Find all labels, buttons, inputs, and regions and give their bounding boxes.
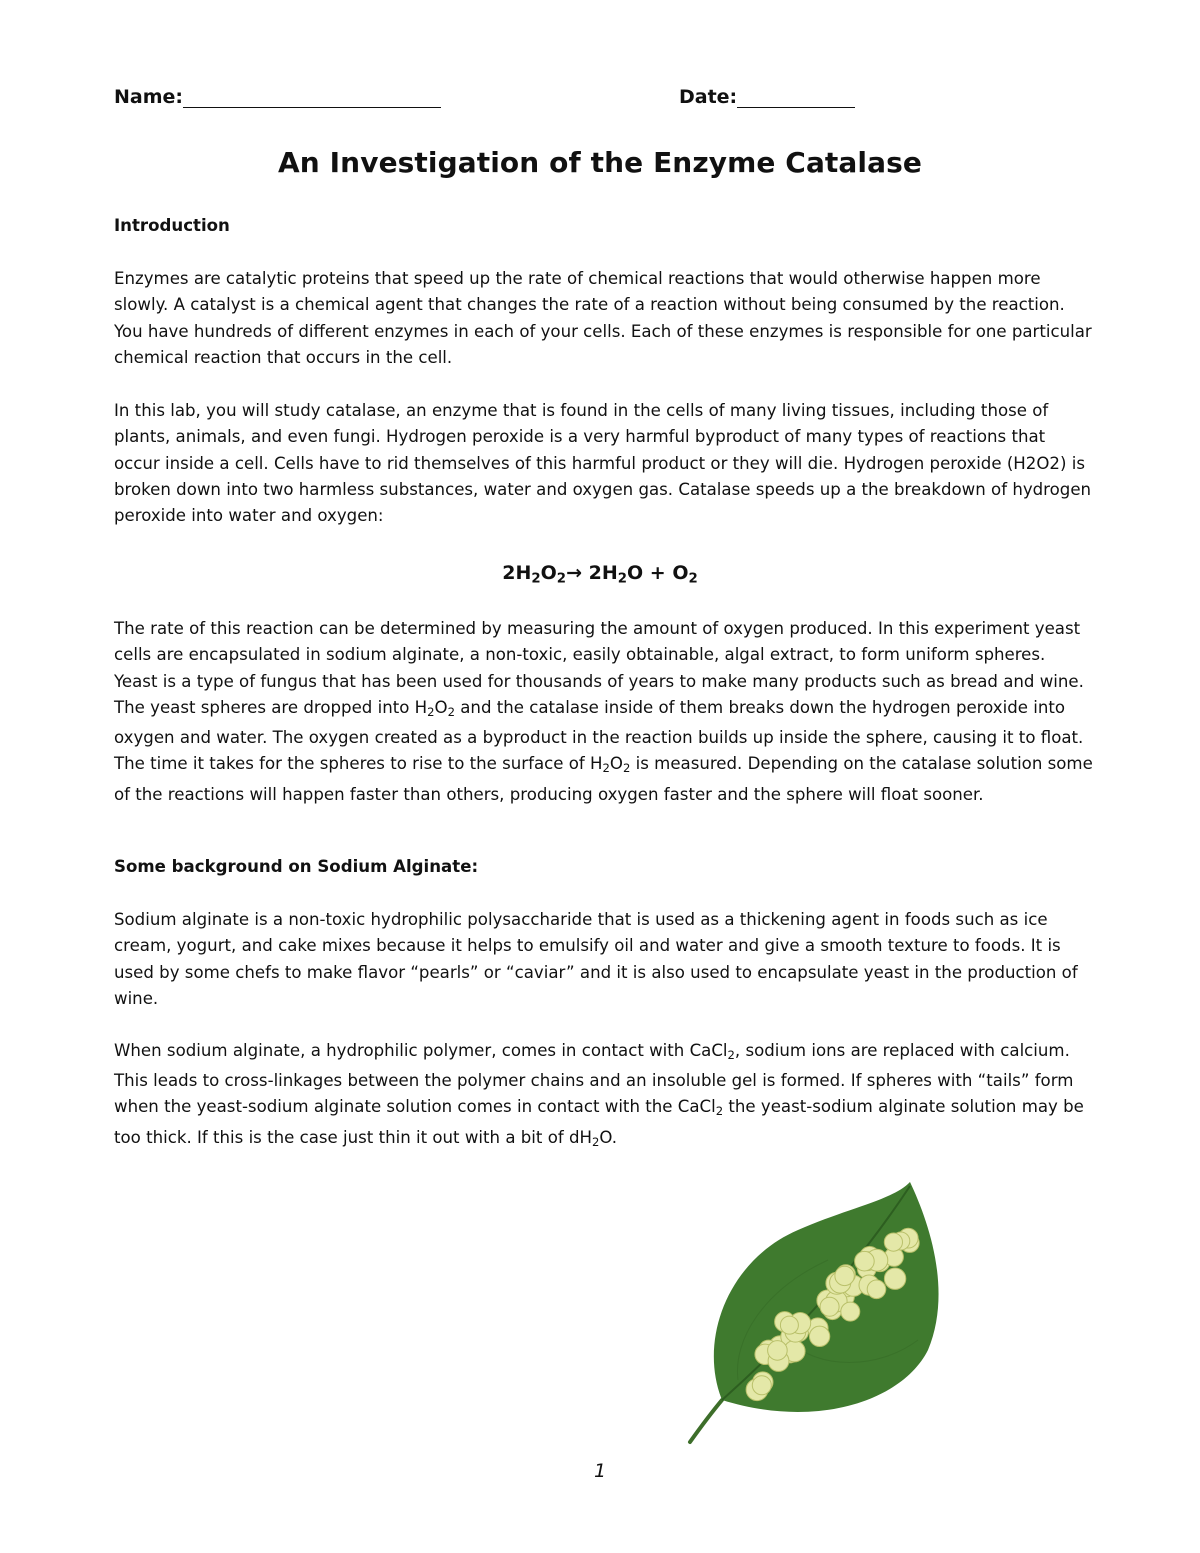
name-label: Name: bbox=[114, 86, 184, 108]
document-title: An Investigation of the Enzyme Catalase bbox=[278, 146, 922, 179]
rate-text-b: O bbox=[434, 697, 448, 717]
alginate-text-a: When sodium alginate, a hydrophilic polymer, comes in contact with CaCl bbox=[114, 1041, 728, 1060]
eq-product2-o: O bbox=[672, 562, 689, 584]
eq-plus: + bbox=[649, 562, 666, 584]
alginate-paragraph-1: Sodium alginate is a non-toxic hydrophilic polysaccharide that is used as a thickening agent in foods such as ice cream, yogurt, and cake mixes because it helps to emulsify oil and water and give a smooth texture to foods. It is used by some chefs to make flavor “pearls” or “caviar” and it is also used to encapsulate yeast in the production of wine. bbox=[114, 910, 1078, 1008]
subscript: 2 bbox=[427, 704, 435, 719]
subscript: 2 bbox=[591, 1134, 600, 1149]
subscript: 2 bbox=[447, 704, 455, 719]
eq-reactant-o: O bbox=[540, 562, 557, 584]
alginate-text-b: , sodium ions are replaced with calcium. This leads to cross-linkages between the polymer chains and an insoluble gel is formed. If spheres with “tails” form when the yeast-sodium alginate solution comes in contact with the CaCl bbox=[114, 1041, 1074, 1117]
introduction-heading: Introduction bbox=[114, 216, 230, 235]
eq-reactant-coef: 2H bbox=[502, 562, 532, 584]
subscript: 2 bbox=[622, 761, 631, 776]
eq-arrow: → bbox=[566, 562, 582, 584]
eq-product1-coef: 2H bbox=[588, 562, 618, 584]
intro-paragraph-1: Enzymes are catalytic proteins that speed up the rate of chemical reactions that would otherwise happen more slowly. A catalyst is a chemical agent that changes the rate of a reaction without being consumed by the reaction. You have hundreds of different enzymes in each of your cells. Each of these enzymes is responsible for one particular chemical reaction that occurs in the cell. bbox=[114, 269, 1092, 367]
rate-paragraph bbox=[114, 616, 1094, 808]
leaf-with-alginate-pearls-image bbox=[678, 1180, 958, 1450]
intro-paragraph-2: In this lab, you will study catalase, an enzyme that is found in the cells of many living tissues, including those of plants, animals, and even fungi. Hydrogen peroxide is a very harmful byproduct of many types of reactions that occur inside a cell. Cells have to rid themselves of this harmful product or they will die. Hydrogen peroxide (H2O2) is broken down into two harmless substances, water and oxygen gas. Catalase speeds up a the breakdown of hydrogen peroxide into water and oxygen: bbox=[114, 401, 1092, 526]
name-field[interactable] bbox=[114, 86, 441, 108]
alginate-text-d: O. bbox=[599, 1127, 618, 1147]
rate-text-e: is measured. Depending on the catalase solution some of the reactions will happen faster than others, producing oxygen faster and the sphere will float sooner. bbox=[114, 754, 1093, 804]
eq-product1-o: O bbox=[627, 562, 644, 584]
eq-sub: 2 bbox=[531, 571, 541, 587]
page-number: 1 bbox=[593, 1460, 607, 1482]
rate-text-c: and the catalase inside of them breaks down the hydrogen peroxide into oxygen and water. The oxygen created as a byproduct in the reaction builds up inside the sphere, causing it to float. The time it takes for the spheres to rise to the surface of H bbox=[114, 697, 1084, 774]
name-blank-line[interactable] bbox=[183, 87, 441, 108]
alginate-heading: Some background on Sodium Alginate: bbox=[114, 857, 479, 876]
subscript: 2 bbox=[602, 761, 610, 776]
rate-text-d: O bbox=[609, 754, 623, 774]
eq-sub: 2 bbox=[617, 571, 627, 587]
date-blank-line[interactable] bbox=[737, 87, 855, 108]
reaction-equation bbox=[0, 562, 1200, 586]
subscript: 2 bbox=[727, 1047, 735, 1062]
date-field[interactable] bbox=[679, 86, 855, 108]
eq-sub: 2 bbox=[688, 571, 698, 587]
rate-text-a: The rate of this reaction can be determined by measuring the amount of oxygen produced. In this experiment yeast cells are encapsulated in sodium alginate, a non-toxic, easily obtainable, algal extract, to form uniform spheres. Yeast is a type of fungus that has been used for thousands of years to make many products such as bread and wine. The yeast spheres are dropped into H bbox=[114, 619, 1084, 717]
date-label: Date: bbox=[679, 86, 738, 108]
alginate-text-c: the yeast-sodium alginate solution may be too thick. If this is the case just thin it out with a bit of dH bbox=[114, 1097, 1084, 1147]
subscript: 2 bbox=[715, 1104, 724, 1119]
alginate-paragraph-2 bbox=[114, 1038, 1094, 1155]
eq-sub: 2 bbox=[556, 571, 567, 587]
